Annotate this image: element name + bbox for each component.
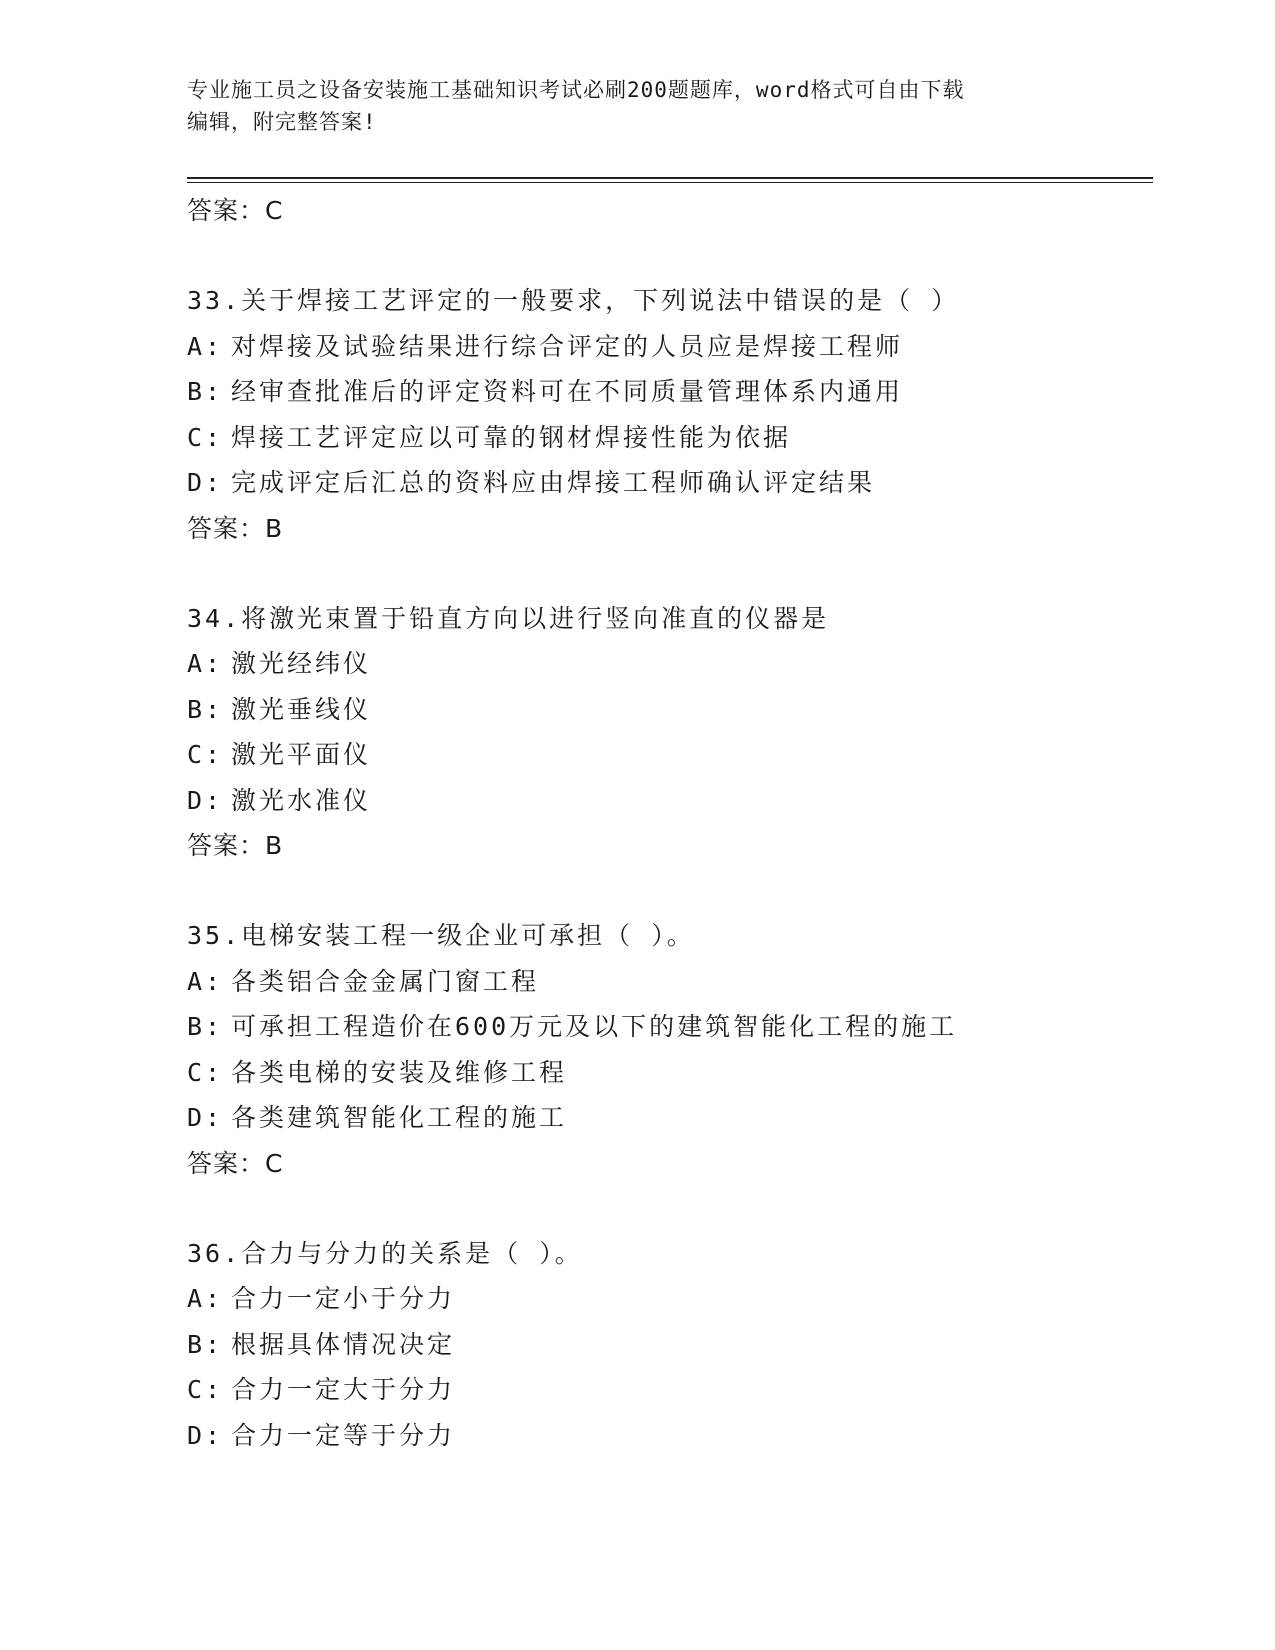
option-a xyxy=(187,959,1153,1005)
option-key: D: xyxy=(187,468,224,497)
option-key: B: xyxy=(187,1329,224,1359)
question-block xyxy=(187,913,1153,1187)
document-header xyxy=(187,74,1067,138)
header-line-2: 编辑，附完整答案! xyxy=(187,110,377,134)
option-text: 各类电梯的安装及维修工程 xyxy=(231,1057,568,1087)
option-key: A: xyxy=(187,649,224,678)
option-c xyxy=(187,415,1153,461)
option-key: A: xyxy=(187,331,224,361)
header-divider-thin xyxy=(187,182,1153,183)
option-text: 合力一定小于分力 xyxy=(231,1284,456,1313)
header-line-1: 专业施工员之设备安装施工基础知识考试必刷200题题库，word格式可自由下载 xyxy=(187,78,965,102)
question-text: 35.电梯安装工程一级企业可承担（ ）。 xyxy=(187,921,695,950)
option-key: D: xyxy=(187,785,224,815)
question-list xyxy=(187,188,1153,1458)
spacer xyxy=(187,552,1153,596)
answer-line: 答案：C xyxy=(187,196,284,225)
option-b xyxy=(187,369,1153,415)
option-text: 激光平面仪 xyxy=(231,740,372,769)
answer-line: 答案：B xyxy=(187,831,284,860)
option-text: 焊接工艺评定应以可靠的钢材焊接性能为依据 xyxy=(231,422,792,452)
header-divider-thick xyxy=(187,177,1153,179)
option-key: B: xyxy=(187,1012,224,1041)
option-c xyxy=(187,1367,1153,1413)
option-text: 完成评定后汇总的资料应由焊接工程师确认评定结果 xyxy=(231,468,876,497)
question-block xyxy=(187,1231,1153,1459)
option-key: A: xyxy=(187,966,224,996)
option-text: 合力一定等于分力 xyxy=(231,1420,456,1450)
option-key: D: xyxy=(187,1420,224,1450)
option-key: B: xyxy=(187,694,224,724)
option-a xyxy=(187,641,1153,687)
answer-line: 答案：C xyxy=(187,1148,284,1178)
option-c xyxy=(187,1050,1153,1096)
option-text: 激光垂线仪 xyxy=(231,694,372,724)
option-a xyxy=(187,324,1153,370)
option-key: C: xyxy=(187,740,224,769)
option-text: 激光水准仪 xyxy=(231,785,372,815)
option-key: A: xyxy=(187,1284,224,1313)
option-d xyxy=(187,1095,1153,1141)
option-b xyxy=(187,687,1153,733)
option-text: 根据具体情况决定 xyxy=(231,1329,456,1359)
option-text: 各类建筑智能化工程的施工 xyxy=(231,1103,568,1132)
answer-line: 答案：B xyxy=(187,513,284,543)
option-text: 对焊接及试验结果进行综合评定的人员应是焊接工程师 xyxy=(231,331,904,361)
option-text: 可承担工程造价在600万元及以下的建筑智能化工程的施工 xyxy=(231,1012,958,1041)
option-key: C: xyxy=(187,1375,224,1404)
option-a xyxy=(187,1276,1153,1322)
option-b xyxy=(187,1004,1153,1050)
option-key: C: xyxy=(187,1057,224,1087)
option-d xyxy=(187,778,1153,824)
option-key: D: xyxy=(187,1103,224,1132)
spacer xyxy=(187,1187,1153,1231)
question-text: 36.合力与分力的关系是（ ）。 xyxy=(187,1238,583,1268)
question-block xyxy=(187,278,1153,552)
option-d xyxy=(187,460,1153,506)
option-text: 激光经纬仪 xyxy=(231,649,372,678)
option-text: 各类铝合金金属门窗工程 xyxy=(231,966,540,996)
question-block xyxy=(187,596,1153,870)
option-key: C: xyxy=(187,422,224,452)
option-text: 合力一定大于分力 xyxy=(231,1375,456,1404)
spacer xyxy=(187,869,1153,913)
spacer xyxy=(187,234,1153,278)
question-text: 34.将激光束置于铅直方向以进行竖向准直的仪器是 xyxy=(187,603,830,633)
option-text: 经审查批准后的评定资料可在不同质量管理体系内通用 xyxy=(231,377,904,406)
question-text: 33.关于焊接工艺评定的一般要求，下列说法中错误的是（ ） xyxy=(187,286,960,315)
option-b xyxy=(187,1322,1153,1368)
option-key: B: xyxy=(187,377,224,406)
option-c xyxy=(187,732,1153,778)
option-d xyxy=(187,1413,1153,1459)
